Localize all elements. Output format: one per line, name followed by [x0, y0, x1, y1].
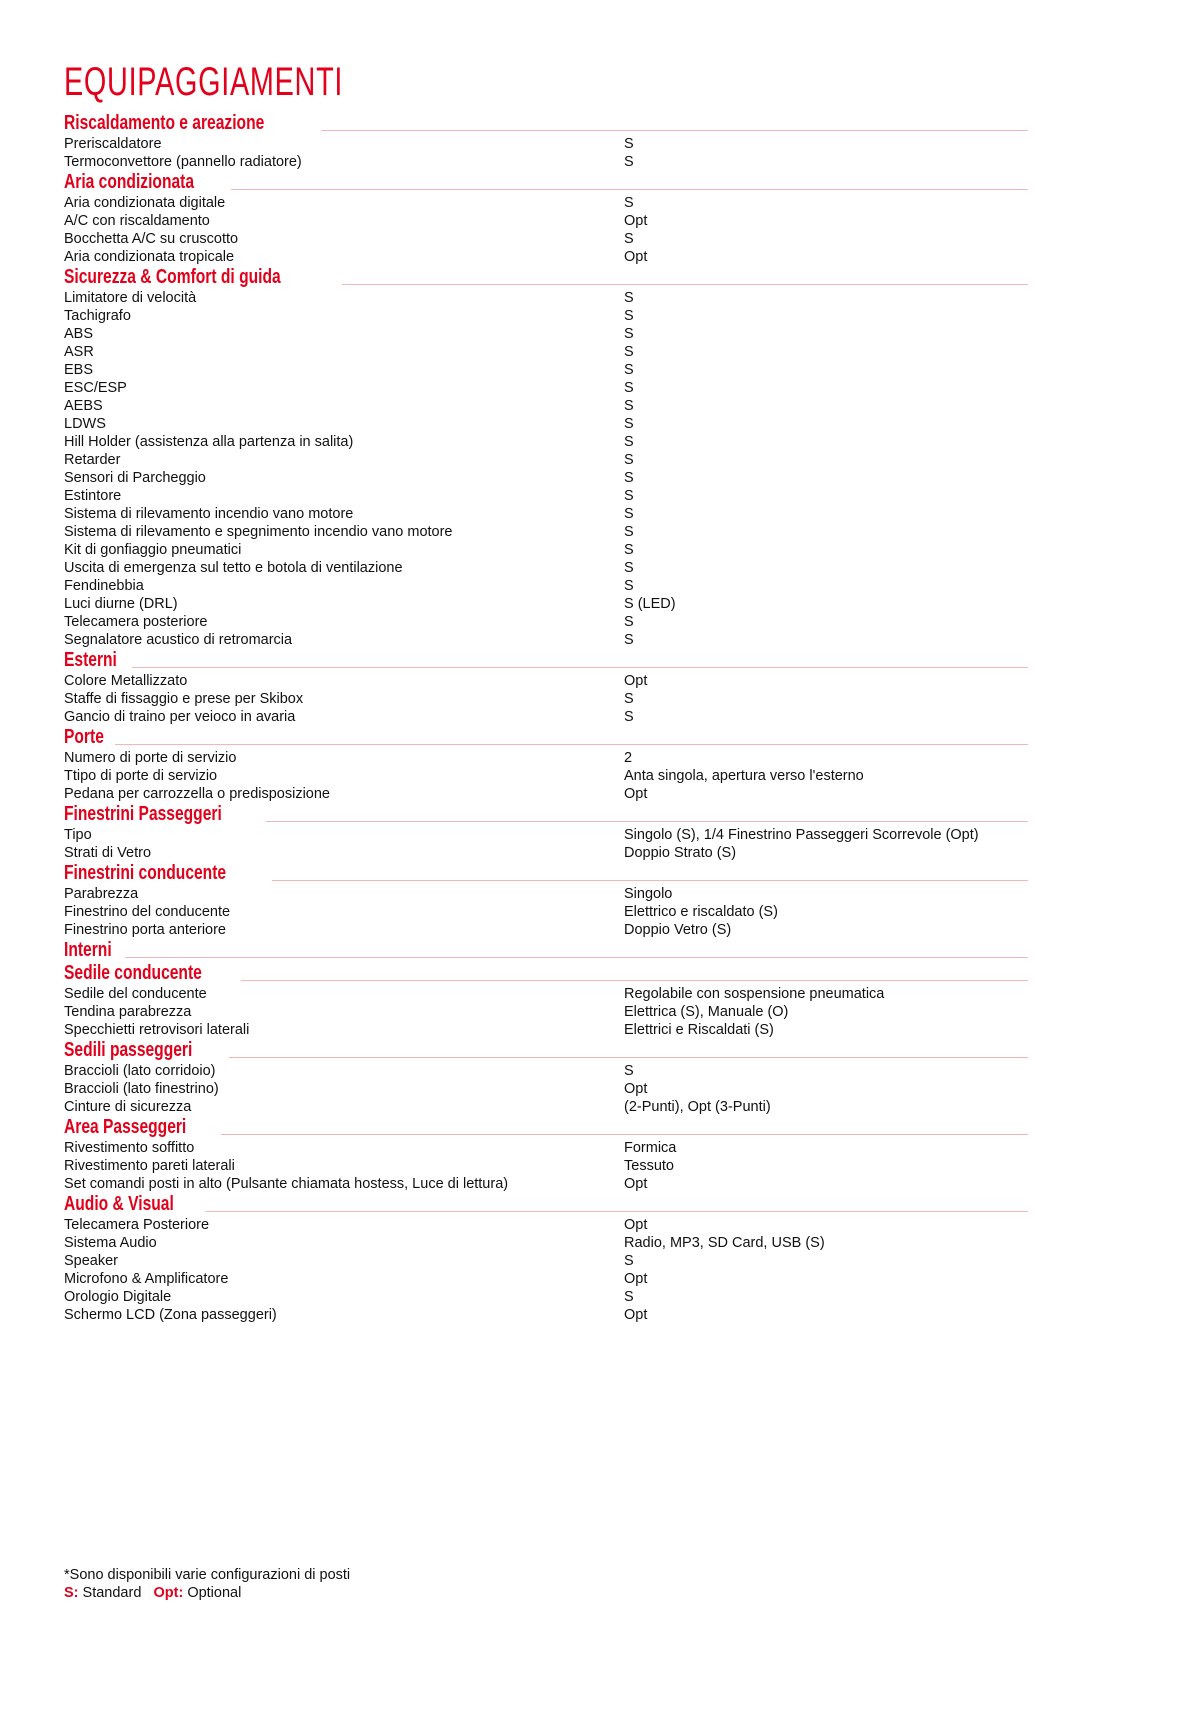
spec-row — [64, 1021, 1028, 1039]
spec-row — [64, 1216, 1028, 1234]
spec-value: S — [624, 362, 634, 378]
spec-row — [64, 885, 1028, 903]
spec-value: S (LED) — [624, 596, 676, 612]
section-title: Sedili passeggeri — [64, 1039, 193, 1061]
spec-label: Microfono & Amplificatore — [64, 1271, 229, 1287]
section — [64, 171, 1028, 266]
spec-value: S — [624, 506, 634, 522]
section-header — [64, 649, 1028, 671]
spec-row — [64, 379, 1028, 397]
spec-row — [64, 397, 1028, 415]
spec-row — [64, 767, 1028, 785]
section — [64, 939, 1028, 961]
spec-label: Ttipo di porte di servizio — [64, 768, 218, 784]
spec-label: Telecamera posteriore — [64, 614, 208, 630]
section-title: Aria condizionata — [64, 171, 195, 193]
spec-label: Luci diurne (DRL) — [64, 596, 178, 612]
section-header — [64, 939, 1028, 961]
spec-value: S — [624, 231, 634, 247]
section-divider — [125, 957, 1028, 958]
spec-row — [64, 690, 1028, 708]
footer — [64, 1566, 350, 1602]
section — [64, 726, 1028, 803]
spec-label: Orologio Digitale — [64, 1289, 172, 1305]
spec-value: Formica — [624, 1140, 677, 1156]
section — [64, 112, 1028, 171]
section-divider — [231, 189, 1028, 190]
spec-row — [64, 1139, 1028, 1157]
page-title: EQUIPAGGIAMENTI — [64, 60, 344, 104]
section — [64, 649, 1028, 726]
spec-value: Opt — [624, 213, 648, 229]
spec-value: Opt — [624, 1176, 648, 1192]
spec-row — [64, 433, 1028, 451]
section-divider — [115, 744, 1028, 745]
spec-value: Anta singola, apertura verso l'esterno — [624, 768, 864, 784]
spec-label: Sistema Audio — [64, 1235, 157, 1251]
spec-label: Finestrino porta anteriore — [64, 922, 226, 938]
spec-label: Tachigrafo — [64, 308, 131, 324]
spec-value: S — [624, 452, 634, 468]
spec-value: Tessuto — [624, 1158, 674, 1174]
spec-label: Sensori di Parcheggio — [64, 470, 206, 486]
legend-optional-key: Opt: — [153, 1585, 184, 1601]
spec-row — [64, 325, 1028, 343]
spec-value: S — [624, 578, 634, 594]
spec-row — [64, 708, 1028, 726]
section-divider — [205, 1211, 1028, 1212]
spec-row — [64, 672, 1028, 690]
spec-row — [64, 523, 1028, 541]
spec-row — [64, 1157, 1028, 1175]
section-title: Finestrini conducente — [64, 862, 227, 884]
spec-value: S — [624, 380, 634, 396]
spec-label: Cinture di sicurezza — [64, 1099, 192, 1115]
section-title: Sicurezza & Comfort di guida — [64, 266, 281, 288]
spec-label: Pedana per carrozzella o predisposizione — [64, 786, 330, 802]
section-header — [64, 1193, 1028, 1215]
spec-value: S — [624, 488, 634, 504]
spec-row — [64, 248, 1028, 266]
spec-row — [64, 541, 1028, 559]
spec-label: Strati di Vetro — [64, 845, 152, 861]
spec-value: S — [624, 632, 634, 648]
section-title: Finestrini Passeggeri — [64, 803, 222, 825]
spec-label: ASR — [64, 344, 94, 360]
section — [64, 266, 1028, 649]
spec-value: 2 — [624, 750, 633, 766]
spec-row — [64, 415, 1028, 433]
spec-label: Hill Holder (assistenza alla partenza in salita) — [64, 434, 354, 450]
spec-label: Telecamera Posteriore — [64, 1217, 210, 1233]
section-header — [64, 171, 1028, 193]
spec-label: Aria condizionata digitale — [64, 195, 226, 211]
spec-value: S — [624, 1063, 634, 1079]
spec-label: Rivestimento pareti laterali — [64, 1158, 235, 1174]
section-divider — [132, 667, 1028, 668]
legend-optional-text: Optional — [187, 1585, 242, 1601]
spec-value: S — [624, 154, 634, 170]
spec-label: Limitatore di velocità — [64, 290, 197, 306]
spec-label: Colore Metallizzato — [64, 673, 188, 689]
spec-label: Staffe di fissaggio e prese per Skibox — [64, 691, 304, 707]
spec-row — [64, 1175, 1028, 1193]
section-title: Audio & Visual — [64, 1193, 174, 1215]
section — [64, 803, 1028, 862]
spec-label: Sistema di rilevamento incendio vano motore — [64, 506, 354, 522]
spec-value: Elettrici e Riscaldati (S) — [624, 1022, 774, 1038]
spec-label: Numero di porte di servizio — [64, 750, 237, 766]
spec-row — [64, 1062, 1028, 1080]
spec-row — [64, 1252, 1028, 1270]
spec-value: S — [624, 326, 634, 342]
section-header — [64, 1039, 1028, 1061]
spec-row — [64, 921, 1028, 939]
section-header — [64, 266, 1028, 288]
spec-value: S — [624, 560, 634, 576]
spec-value: S — [624, 416, 634, 432]
spec-value: Doppio Vetro (S) — [624, 922, 732, 938]
spec-row — [64, 1080, 1028, 1098]
spec-label: Kit di gonfiaggio pneumatici — [64, 542, 242, 558]
section-divider — [229, 1057, 1028, 1058]
section — [64, 1039, 1028, 1116]
section-divider — [342, 284, 1028, 285]
footer-note: *Sono disponibili varie configurazioni di posti — [64, 1567, 351, 1583]
spec-value: Elettrica (S), Manuale (O) — [624, 1004, 789, 1020]
section-title: Area Passeggeri — [64, 1116, 187, 1138]
section-header — [64, 726, 1028, 748]
spec-value: Opt — [624, 249, 648, 265]
spec-row — [64, 153, 1028, 171]
legend — [64, 1584, 350, 1602]
spec-value: Opt — [624, 1217, 648, 1233]
spec-value: Singolo (S), 1/4 Finestrino Passeggeri Scorrevole (Opt) — [624, 827, 979, 843]
spec-label: LDWS — [64, 416, 106, 432]
spec-row — [64, 595, 1028, 613]
spec-label: Fendinebbia — [64, 578, 144, 594]
spec-label: Sedile del conducente — [64, 986, 207, 1002]
spec-value: Doppio Strato (S) — [624, 845, 737, 861]
section-title: Porte — [64, 726, 104, 748]
spec-label: Aria condizionata tropicale — [64, 249, 235, 265]
spec-label: Tipo — [64, 827, 92, 843]
section-divider — [241, 980, 1028, 981]
section — [64, 1193, 1028, 1324]
spec-label: Braccioli (lato finestrino) — [64, 1081, 219, 1097]
spec-row — [64, 749, 1028, 767]
spec-label: AEBS — [64, 398, 103, 414]
spec-row — [64, 1288, 1028, 1306]
spec-value: S — [624, 308, 634, 324]
section-header — [64, 1116, 1028, 1138]
spec-row — [64, 469, 1028, 487]
spec-label: Gancio di traino per veioco in avaria — [64, 709, 296, 725]
spec-row — [64, 505, 1028, 523]
spec-value: S — [624, 398, 634, 414]
spec-row — [64, 135, 1028, 153]
spec-row — [64, 631, 1028, 649]
spec-row — [64, 451, 1028, 469]
spec-label: Preriscaldatore — [64, 136, 162, 152]
equipment-list — [64, 112, 1028, 1324]
spec-value: S — [624, 195, 634, 211]
spec-label: Segnalatore acustico di retromarcia — [64, 632, 293, 648]
spec-value: S — [624, 136, 634, 152]
spec-value: Opt — [624, 1307, 648, 1323]
section-divider — [321, 130, 1028, 131]
spec-label: Set comandi posti in alto (Pulsante chiamata hostess, Luce di lettura) — [64, 1176, 509, 1192]
spec-value: S — [624, 709, 634, 725]
section-title: Interni — [64, 939, 112, 961]
section-header — [64, 962, 1028, 984]
section-divider — [266, 821, 1028, 822]
spec-value: S — [624, 344, 634, 360]
spec-row — [64, 1003, 1028, 1021]
spec-row — [64, 985, 1028, 1003]
spec-row — [64, 194, 1028, 212]
spec-label: A/C con riscaldamento — [64, 213, 210, 229]
spec-label: Speaker — [64, 1253, 119, 1269]
spec-value: S — [624, 1289, 634, 1305]
spec-row — [64, 1270, 1028, 1288]
spec-label: Finestrino del conducente — [64, 904, 231, 920]
section-divider — [221, 1134, 1028, 1135]
spec-row — [64, 903, 1028, 921]
spec-label: Retarder — [64, 452, 121, 468]
spec-row — [64, 343, 1028, 361]
spec-row — [64, 826, 1028, 844]
spec-row — [64, 1306, 1028, 1324]
spec-label: Bocchetta A/C su cruscotto — [64, 231, 239, 247]
spec-label: Termoconvettore (pannello radiatore) — [64, 154, 302, 170]
spec-label: Estintore — [64, 488, 122, 504]
spec-row — [64, 844, 1028, 862]
section-divider — [272, 880, 1028, 881]
spec-value: Elettrico e riscaldato (S) — [624, 904, 778, 920]
spec-label: Parabrezza — [64, 886, 139, 902]
spec-label: Schermo LCD (Zona passeggeri) — [64, 1307, 277, 1323]
spec-value: Regolabile con sospensione pneumatica — [624, 986, 885, 1002]
spec-value: (2-Punti), Opt (3-Punti) — [624, 1099, 771, 1115]
spec-row — [64, 559, 1028, 577]
spec-row — [64, 307, 1028, 325]
spec-value: Opt — [624, 1271, 648, 1287]
spec-value: S — [624, 691, 634, 707]
spec-value: S — [624, 470, 634, 486]
section — [64, 962, 1028, 1039]
spec-row — [64, 212, 1028, 230]
spec-label: Uscita di emergenza sul tetto e botola di ventilazione — [64, 560, 403, 576]
spec-value: Opt — [624, 1081, 648, 1097]
spec-label: ABS — [64, 326, 94, 342]
spec-value: S — [624, 614, 634, 630]
spec-value: S — [624, 290, 634, 306]
spec-value: Opt — [624, 786, 648, 802]
spec-row — [64, 785, 1028, 803]
section-title: Riscaldamento e areazione — [64, 112, 265, 134]
spec-label: Tendina parabrezza — [64, 1004, 192, 1020]
section — [64, 1116, 1028, 1193]
spec-label: Braccioli (lato corridoio) — [64, 1063, 216, 1079]
spec-row — [64, 1098, 1028, 1116]
spec-row — [64, 577, 1028, 595]
spec-label: Rivestimento soffitto — [64, 1140, 195, 1156]
spec-row — [64, 230, 1028, 248]
spec-value: Opt — [624, 673, 648, 689]
legend-standard-key: S: — [64, 1585, 79, 1601]
section-header — [64, 862, 1028, 884]
spec-value: S — [624, 1253, 634, 1269]
section-header — [64, 112, 1028, 134]
section — [64, 862, 1028, 939]
spec-row — [64, 487, 1028, 505]
spec-row — [64, 613, 1028, 631]
section-title: Sedile conducente — [64, 962, 202, 984]
spec-label: EBS — [64, 362, 94, 378]
section-title: Esterni — [64, 649, 117, 671]
spec-value: Radio, MP3, SD Card, USB (S) — [624, 1235, 825, 1251]
spec-row — [64, 289, 1028, 307]
spec-row — [64, 361, 1028, 379]
spec-row — [64, 1234, 1028, 1252]
spec-label: ESC/ESP — [64, 380, 127, 396]
spec-value: Singolo — [624, 886, 673, 902]
spec-value: S — [624, 542, 634, 558]
legend-standard-text: Standard — [82, 1585, 142, 1601]
section-header — [64, 803, 1028, 825]
spec-label: Specchietti retrovisori laterali — [64, 1022, 250, 1038]
spec-value: S — [624, 524, 634, 540]
spec-value: S — [624, 434, 634, 450]
spec-label: Sistema di rilevamento e spegnimento incendio vano motore — [64, 524, 453, 540]
